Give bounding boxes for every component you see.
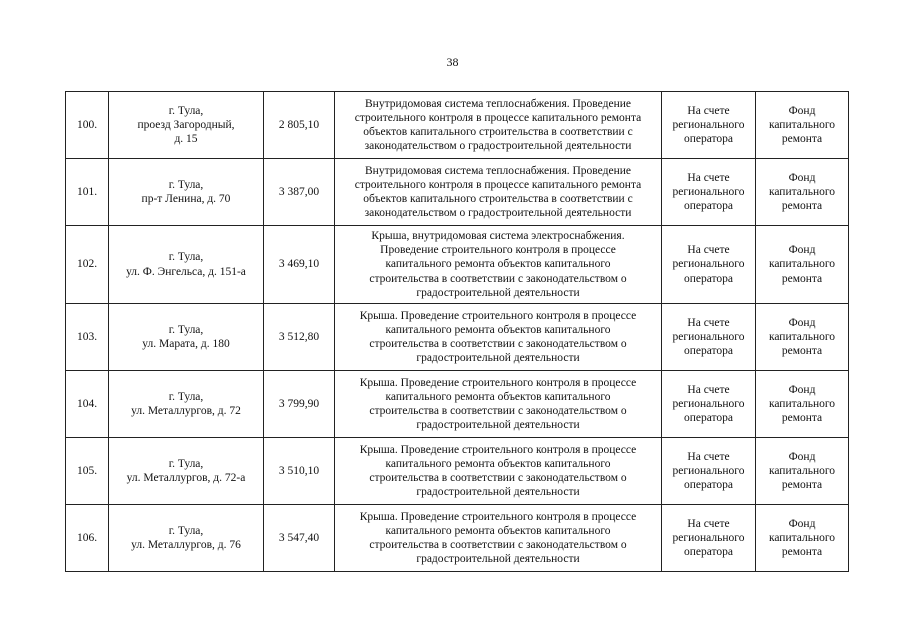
table-row [66,92,849,159]
source-line: ремонта [781,272,823,285]
funding-source-cell [756,92,849,159]
table-row [66,438,849,505]
account-line: оператора [683,412,734,425]
source-line: капитального [768,464,836,477]
area-cell: 3 510,10 [264,438,335,505]
work-description-cell [335,159,662,226]
account-line: оператора [683,272,734,285]
source-line: ремонта [781,479,823,492]
account-cell [662,304,756,371]
work-line: строительства в соответствии с законодательством о [369,472,627,484]
source-line: ремонта [781,412,823,425]
source-line: Фонд [788,383,816,396]
area-cell: 3 387,00 [264,159,335,226]
work-line: капитального ремонта объектов капитального [385,390,611,403]
area-cell: 3 469,10 [264,226,335,304]
account-line: На счете [687,383,730,396]
account-line: регионального [672,258,745,271]
source-line: Фонд [788,244,816,257]
work-description-cell [335,92,662,159]
area-cell: 3 547,40 [264,505,335,572]
work-description-cell [335,226,662,304]
work-line: Внутридомовая система теплоснабжения. Проведение [365,97,631,110]
work-line: Крыша. Проведение строительного контроля в процессе [359,309,637,322]
source-line: капитального [768,531,836,544]
repair-table [65,91,849,572]
area-cell: 2 805,10 [264,92,335,159]
work-line: законодательством о градостроительной деятельности [364,140,632,153]
account-line: На счете [687,244,730,257]
source-line: капитального [768,118,836,131]
account-line: оператора [683,546,734,559]
source-line: ремонта [781,546,823,559]
funding-source-cell [756,304,849,371]
work-line: строительного контроля в процессе капитального ремонта [354,111,642,124]
work-line: законодательством о градостроительной деятельности [364,207,632,220]
source-line: капитального [768,258,836,271]
address-cell [109,371,264,438]
funding-source-cell [756,226,849,304]
address-line: ул. Металлургов, д. 76 [131,539,241,551]
work-line: капитального ремонта объектов капитального [385,323,611,336]
address-line: г. Тула, [168,457,204,470]
account-line: На счете [687,171,730,184]
address-cell [109,226,264,304]
address-line: пр-т Ленина, д. 70 [141,193,231,205]
row-number: 103. [66,304,109,371]
address-line: ул. Металлургов, д. 72 [131,405,241,417]
work-description-cell [335,304,662,371]
work-line: градостроительной деятельности [416,486,580,499]
address-line: д. 15 [174,133,198,146]
source-line: ремонта [781,133,823,146]
work-line: Крыша. Проведение строительного контроля в процессе [359,443,637,456]
work-line: Крыша, внутридомовая система электроснабжения. [371,229,625,242]
address-line: проезд Загородный, [137,118,235,131]
work-line: строительного контроля в процессе капитального ремонта [354,178,642,191]
address-line: ул. Марата, д. 180 [142,338,230,350]
work-line: градостроительной деятельности [416,553,580,566]
source-line: Фонд [788,171,816,184]
account-cell [662,371,756,438]
source-line: капитального [768,330,836,343]
work-line: строительства в соответствии с законодательством о [369,272,627,285]
account-line: оператора [683,345,734,358]
source-line: ремонта [781,200,823,213]
row-number: 105. [66,438,109,505]
table-row [66,505,849,572]
address-line: г. Тула, [168,178,204,191]
account-line: регионального [672,118,745,131]
account-cell [662,92,756,159]
address-line: г. Тула, [168,323,204,336]
row-number: 101. [66,159,109,226]
area-cell: 3 799,90 [264,371,335,438]
account-line: На счете [687,316,730,329]
source-line: Фонд [788,517,816,530]
account-line: оператора [683,479,734,492]
work-line: градостроительной деятельности [416,419,580,432]
work-line: объектов капитального строительства в соответствии с [363,193,633,205]
work-line: строительства в соответствии с законодательством о [369,338,627,350]
address-cell [109,159,264,226]
account-cell [662,226,756,304]
work-line: объектов капитального строительства в соответствии с [363,126,633,138]
row-number: 102. [66,226,109,304]
address-line: г. Тула, [168,104,204,117]
account-line: На счете [687,517,730,530]
funding-source-cell [756,438,849,505]
table-row [66,304,849,371]
address-line: г. Тула, [168,390,204,403]
source-line: Фонд [788,104,816,117]
work-line: капитального ремонта объектов капитального [385,258,611,271]
address-cell [109,304,264,371]
row-number: 106. [66,505,109,572]
work-line: капитального ремонта объектов капитального [385,524,611,537]
work-line: Проведение строительного контроля в процессе [380,244,616,257]
source-line: капитального [768,185,836,198]
account-line: оператора [683,133,734,146]
work-line: строительства в соответствии с законодательством о [369,405,627,417]
work-line: Крыша. Проведение строительного контроля в процессе [359,510,637,523]
work-line: градостроительной деятельности [416,286,580,299]
page-number: 38 [446,55,459,69]
table-row [66,371,849,438]
funding-source-cell [756,159,849,226]
account-cell [662,438,756,505]
address-line: ул. Металлургов, д. 72-а [126,472,246,484]
account-line: На счете [687,450,730,463]
source-line: Фонд [788,316,816,329]
source-line: ремонта [781,345,823,358]
work-line: градостроительной деятельности [416,352,580,365]
account-line: регионального [672,185,745,198]
funding-source-cell [756,371,849,438]
work-description-cell [335,505,662,572]
address-line: г. Тула, [168,251,204,264]
account-line: регионального [672,531,745,544]
table-row [66,226,849,304]
account-line: На счете [687,104,730,117]
area-cell: 3 512,80 [264,304,335,371]
work-description-cell [335,371,662,438]
row-number: 104. [66,371,109,438]
account-cell [662,159,756,226]
account-cell [662,505,756,572]
address-line: г. Тула, [168,524,204,537]
work-line: Крыша. Проведение строительного контроля в процессе [359,376,637,389]
funding-source-cell [756,505,849,572]
account-line: регионального [672,397,745,410]
address-cell [109,92,264,159]
address-line: ул. Ф. Энгельса, д. 151-а [126,265,246,278]
row-number: 100. [66,92,109,159]
address-cell [109,438,264,505]
account-line: регионального [672,464,745,477]
work-description-cell [335,438,662,505]
work-line: строительства в соответствии с законодательством о [369,539,627,551]
table-row [66,159,849,226]
work-line: Внутридомовая система теплоснабжения. Проведение [365,164,631,177]
account-line: оператора [683,200,734,213]
source-line: Фонд [788,450,816,463]
source-line: капитального [768,397,836,410]
account-line: регионального [672,330,745,343]
address-cell [109,505,264,572]
work-line: капитального ремонта объектов капитального [385,457,611,470]
